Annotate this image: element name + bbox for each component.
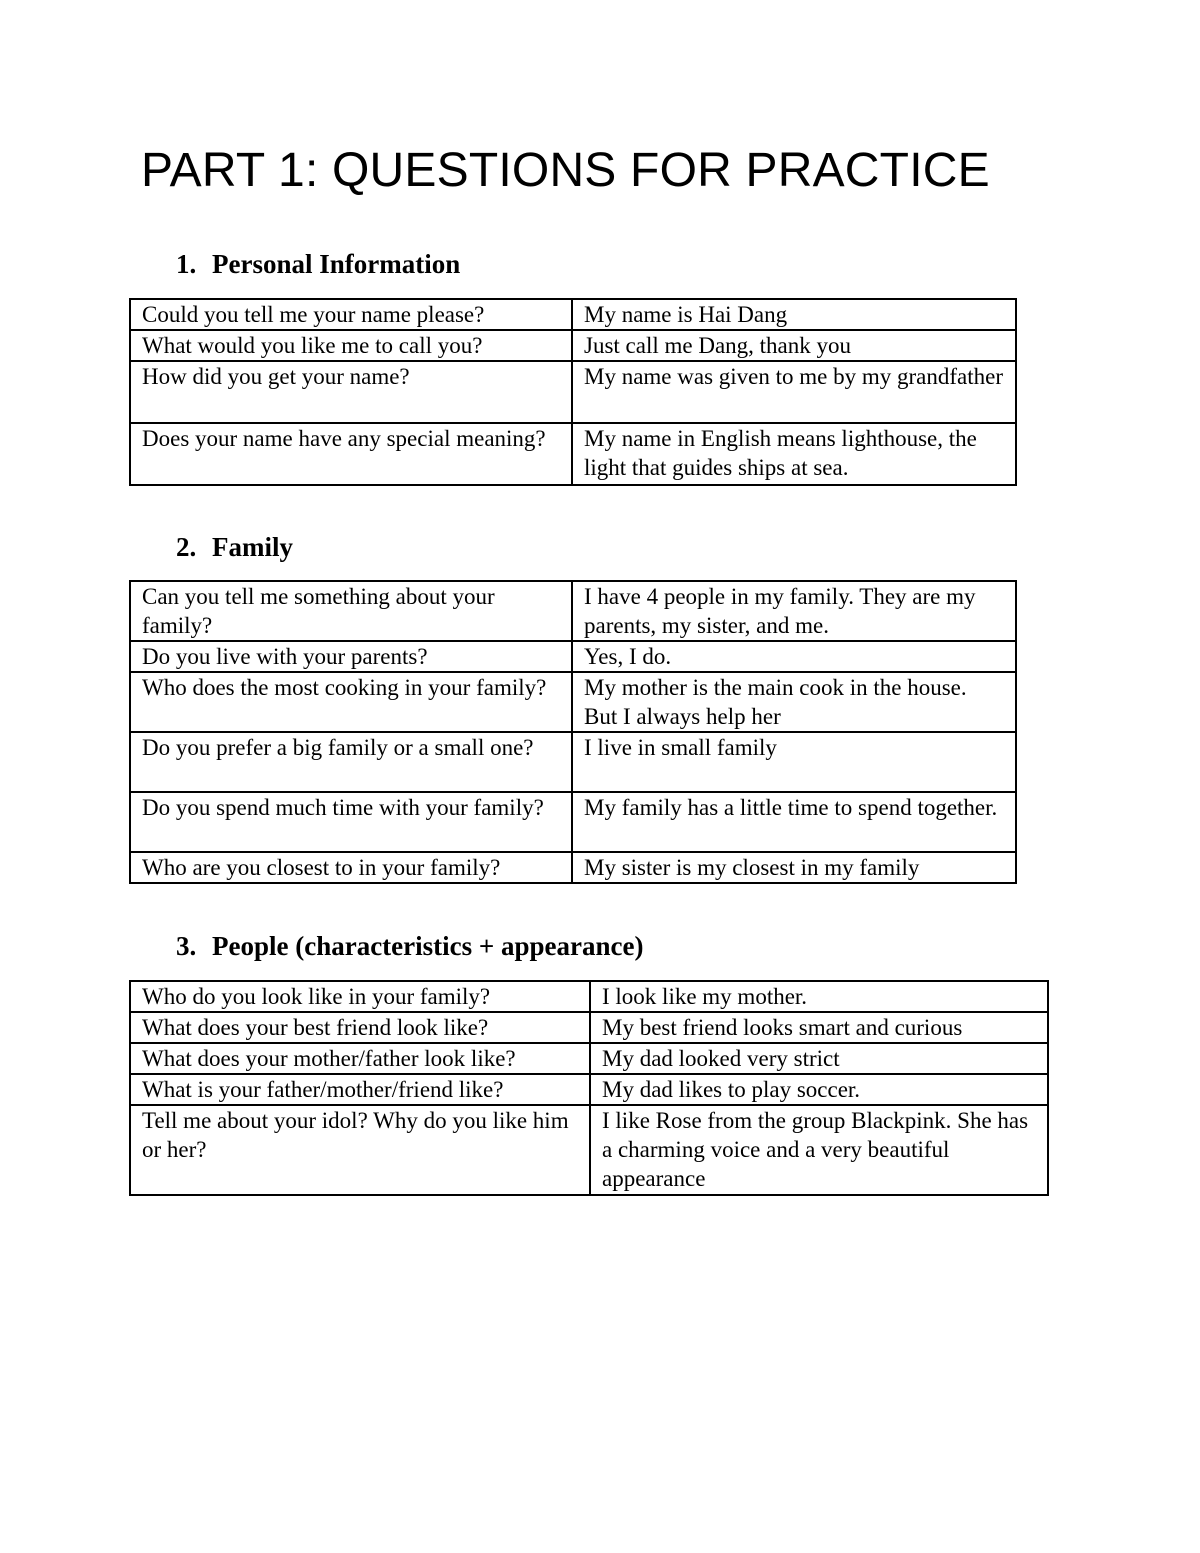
people-table bbox=[129, 980, 1049, 1196]
answer-cell: My name is Hai Dang bbox=[572, 299, 1016, 330]
answer-cell: My mother is the main cook in the house. But I always help her bbox=[572, 672, 1016, 732]
answer-cell: Just call me Dang, thank you bbox=[572, 330, 1016, 361]
table-row bbox=[130, 792, 1016, 852]
answer-cell: I live in small family bbox=[572, 732, 1016, 792]
table-row bbox=[130, 330, 1016, 361]
section-number: 2. bbox=[176, 532, 197, 562]
question-cell: Who do you look like in your family? bbox=[130, 981, 590, 1012]
question-cell: Do you live with your parents? bbox=[130, 641, 572, 672]
question-cell: Do you prefer a big family or a small one? bbox=[130, 732, 572, 792]
answer-cell: My sister is my closest in my family bbox=[572, 852, 1016, 883]
table-row bbox=[130, 1105, 1048, 1195]
table-row bbox=[130, 299, 1016, 330]
table-row bbox=[130, 423, 1016, 485]
table-row bbox=[130, 852, 1016, 883]
question-cell: What does your mother/father look like? bbox=[130, 1043, 590, 1074]
answer-cell: My family has a little time to spend together. bbox=[572, 792, 1016, 852]
personal-information-table bbox=[129, 298, 1017, 486]
section-title: Personal Information bbox=[212, 249, 461, 279]
answer-cell: I like Rose from the group Blackpink. She has a charming voice and a very beautiful appearance bbox=[590, 1105, 1048, 1195]
question-cell: What would you like me to call you? bbox=[130, 330, 572, 361]
question-cell: Does your name have any special meaning? bbox=[130, 423, 572, 485]
table-row bbox=[130, 672, 1016, 732]
section-number: 1. bbox=[176, 249, 197, 279]
section-title: Family bbox=[212, 532, 293, 562]
page-title: PART 1: QUESTIONS FOR PRACTICE bbox=[141, 144, 990, 197]
section-title: People (characteristics + appearance) bbox=[212, 931, 644, 961]
section-heading-personal-information bbox=[176, 246, 460, 282]
answer-cell: My name was given to me by my grandfather bbox=[572, 361, 1016, 423]
answer-cell: Yes, I do. bbox=[572, 641, 1016, 672]
answer-cell: I look like my mother. bbox=[590, 981, 1048, 1012]
answer-cell: I have 4 people in my family. They are my parents, my sister, and me. bbox=[572, 581, 1016, 641]
question-cell: Could you tell me your name please? bbox=[130, 299, 572, 330]
answer-cell: My best friend looks smart and curious bbox=[590, 1012, 1048, 1043]
question-cell: What does your best friend look like? bbox=[130, 1012, 590, 1043]
question-cell: What is your father/mother/friend like? bbox=[130, 1074, 590, 1105]
table-row bbox=[130, 1074, 1048, 1105]
table-row bbox=[130, 581, 1016, 641]
question-cell: How did you get your name? bbox=[130, 361, 572, 423]
question-cell: Who are you closest to in your family? bbox=[130, 852, 572, 883]
answer-cell: My dad likes to play soccer. bbox=[590, 1074, 1048, 1105]
table-row bbox=[130, 732, 1016, 792]
section-number: 3. bbox=[176, 931, 197, 961]
table-row bbox=[130, 361, 1016, 423]
answer-cell: My name in English means lighthouse, the light that guides ships at sea. bbox=[572, 423, 1016, 485]
family-table bbox=[129, 580, 1017, 884]
table-row bbox=[130, 641, 1016, 672]
question-cell: Do you spend much time with your family? bbox=[130, 792, 572, 852]
question-cell: Who does the most cooking in your family? bbox=[130, 672, 572, 732]
table-row bbox=[130, 981, 1048, 1012]
table-row bbox=[130, 1043, 1048, 1074]
question-cell: Tell me about your idol? Why do you like him or her? bbox=[130, 1105, 590, 1195]
question-cell: Can you tell me something about your family? bbox=[130, 581, 572, 641]
section-heading-family bbox=[176, 529, 293, 565]
section-heading-people bbox=[176, 928, 644, 964]
table-row bbox=[130, 1012, 1048, 1043]
answer-cell: My dad looked very strict bbox=[590, 1043, 1048, 1074]
